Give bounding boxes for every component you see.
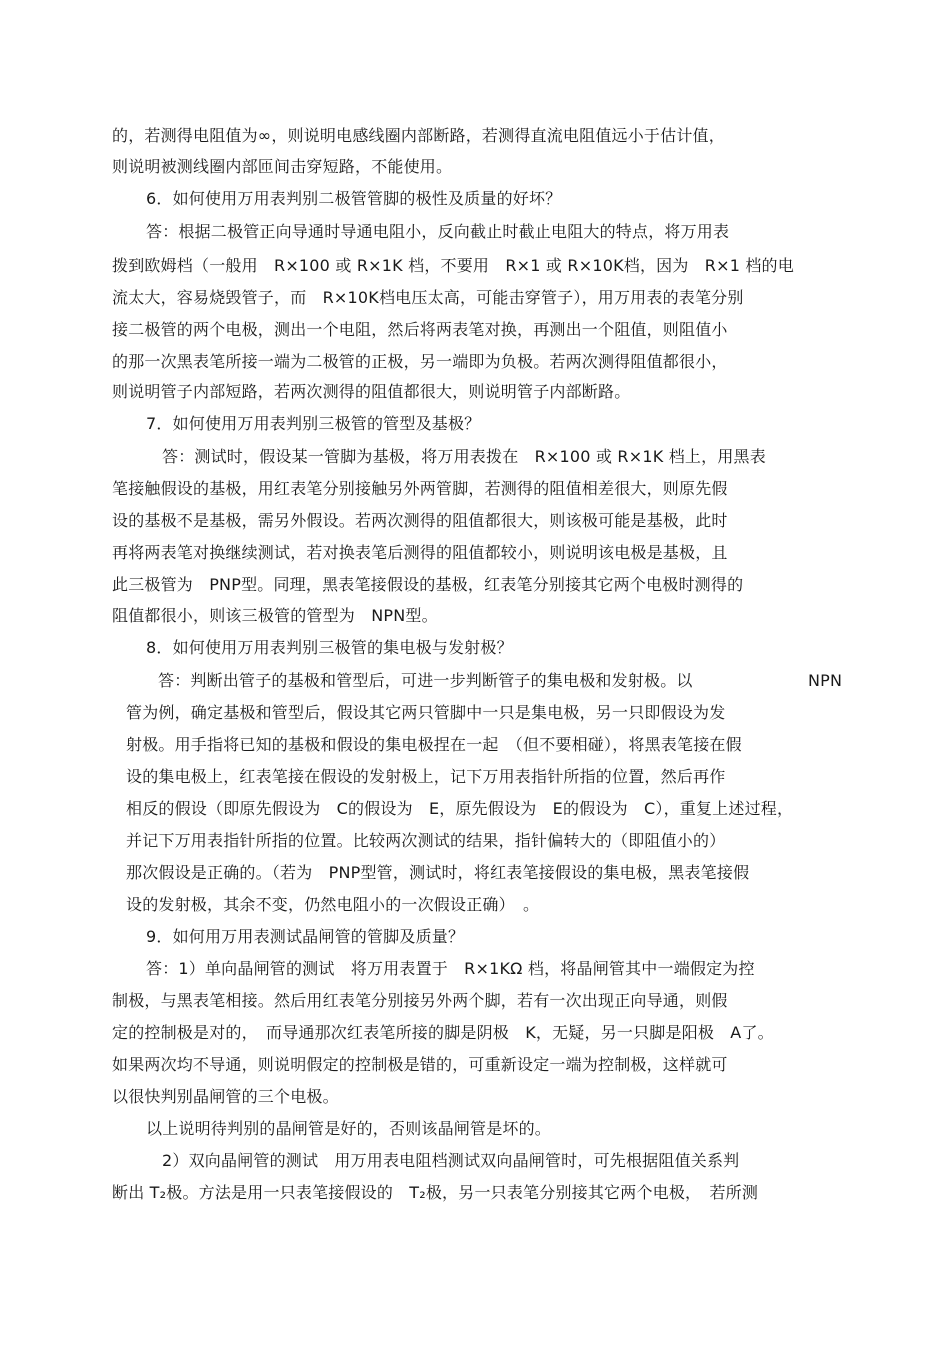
- question-heading: 8．如何使用万用表判别三极管的集电极与发射极？: [146, 638, 513, 657]
- text-line: 此三极管为 PNP型。同理，黑表笔接假设的基极，红表笔分别接其它两个电极时测得的: [112, 575, 744, 594]
- text-line: 相反的假设（即原先假设为 C的假设为 E，原先假设为 E的假设为 C），重复上述过程，: [126, 799, 794, 818]
- text-line: 答：判断出管子的基极和管型后，可进一步判断管子的集电极和发射极。以: [158, 671, 693, 690]
- text-line: 如果两次均不导通，则说明假定的控制极是错的，可重新设定一端为控制极，这样就可: [112, 1055, 728, 1074]
- text-line: 的那一次黑表笔所接一端为二极管的正极，另一端即为负极。若两次测得阻值都很小，: [112, 352, 728, 371]
- text-line: 的，若测得电阻值为∞，则说明电感线圈内部断路，若测得直流电阻值远小于估计值，: [112, 126, 725, 145]
- text-line: 管为例，确定基极和管型后，假设其它两只管脚中一只是集电极，另一只即假设为发: [126, 703, 726, 722]
- text-line: 笔接触假设的基极，用红表笔分别接触另外两管脚，若测得的阻值相差很大，则原先假: [112, 479, 728, 498]
- text-line: 再将两表笔对换继续测试，若对换表笔后测得的阻值都较小，则说明该电极是基极，且: [112, 543, 728, 562]
- text-line: 并记下万用表指针所指的位置。比较两次测试的结果，指针偏转大的（即阻值小的）: [126, 831, 726, 850]
- text-line: 定的控制极是对的， 而导通那次红表笔所接的脚是阴极 K，无疑，另一只脚是阳极 A了。: [112, 1023, 774, 1042]
- text-line: 流太大，容易烧毁管子，而 R×10K档电压太高，可能击穿管子），用万用表的表笔分别: [112, 288, 744, 307]
- text-line: 设的集电极上，红表笔接在假设的发射极上，记下万用表指针所指的位置，然后再作: [126, 767, 726, 786]
- text-line: 那次假设是正确的。（若为 PNP型管，测试时，将红表笔接假设的集电极，黑表笔接假: [126, 863, 750, 882]
- text-line: 以上说明待判别的晶闸管是好的，否则该晶闸管是坏的。: [146, 1119, 552, 1138]
- text-line: 拨到欧姆档（一般用 R×100 或 R×1K 档，不要用 R×1 或 R×10K档，因为 R×1 档的电: [112, 256, 794, 275]
- text-line: 答：根据二极管正向导通时导通电阻小，反向截止时截止电阻大的特点，将万用表: [146, 222, 730, 241]
- text-line: 则说明被测线圈内部匝间击穿短路，不能使用。: [112, 157, 453, 176]
- text-line: 答：测试时，假设某一管脚为基极，将万用表拨在 R×100 或 R×1K 档上，用黑表: [162, 447, 766, 466]
- text-line: 以很快判别晶闸管的三个电极。: [112, 1087, 339, 1106]
- text-line-end: NPN: [808, 671, 843, 690]
- question-heading: 6．如何使用万用表判别二极管管脚的极性及质量的好坏？: [146, 189, 562, 208]
- text-line: 答：1）单向晶闸管的测试 将万用表置于 R×1KΩ 档，将晶闸管其中一端假定为控: [146, 959, 755, 978]
- text-line: 制极，与黑表笔相接。然后用红表笔分别接另外两个脚，若有一次出现正向导通，则假: [112, 991, 728, 1010]
- question-heading: 7．如何使用万用表判别三极管的管型及基极？: [146, 414, 481, 433]
- text-line: 则说明管子内部短路，若两次测得的阻值都很大，则说明管子内部断路。: [112, 382, 631, 401]
- text-line: 射极。用手指将已知的基极和假设的集电极捏在一起 （但不要相碰），将黑表笔接在假: [126, 735, 742, 754]
- text-line: 阻值都很小，则该三极管的管型为 NPN型。: [112, 606, 438, 625]
- text-line: 2）双向晶闸管的测试 用万用表电阻档测试双向晶闸管时，可先根据阻值关系判: [162, 1151, 740, 1170]
- text-line: 断出 T₂极。方法是用一只表笔接假设的 T₂极，另一只表笔分别接其它两个电极， 若所测: [112, 1183, 759, 1202]
- text-line: 设的发射极，其余不变，仍然电阻小的一次假设正确） 。: [126, 895, 540, 914]
- text-line: 接二极管的两个电极，测出一个电阻，然后将两表笔对换，再测出一个阻值，则阻值小: [112, 320, 728, 339]
- question-heading: 9．如何用万用表测试晶闸管的管脚及质量？: [146, 927, 465, 946]
- text-line: 设的基极不是基极，需另外假设。若两次测得的阻值都很大，则该极可能是基极，此时: [112, 511, 728, 530]
